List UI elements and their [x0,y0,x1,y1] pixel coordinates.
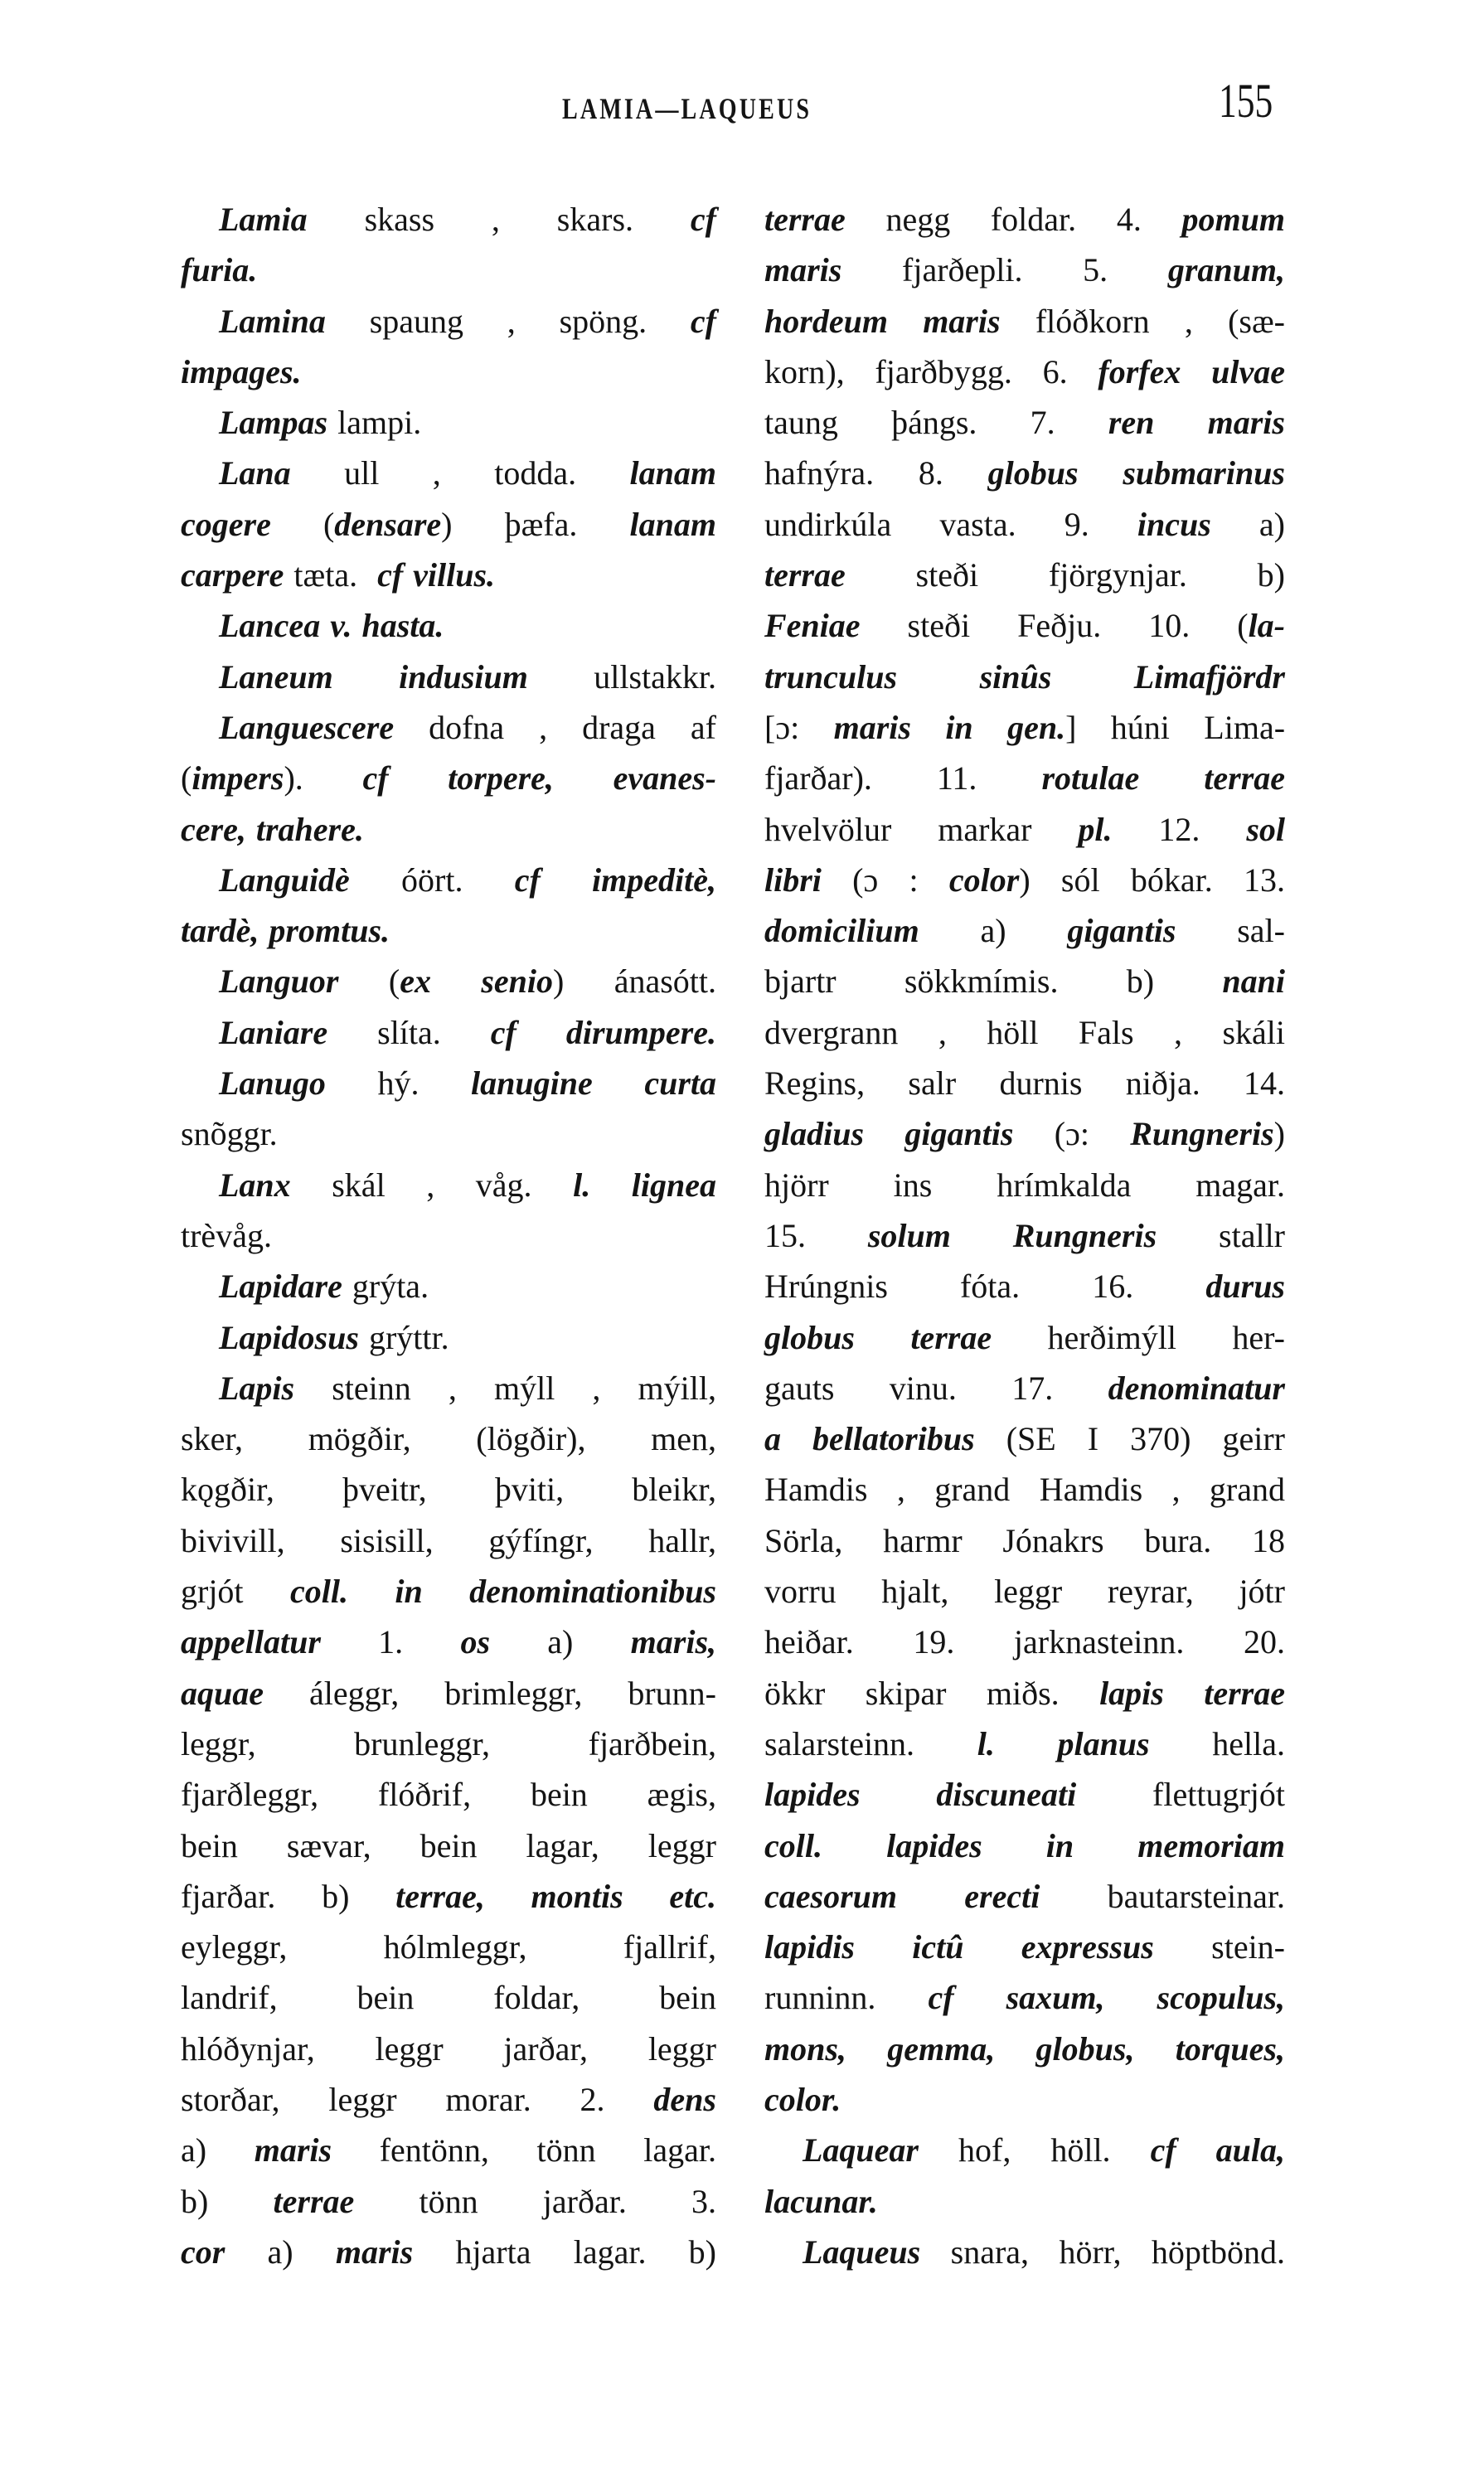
latin-term: Languidè [219,861,350,899]
latin-term: color. [764,2080,841,2118]
icelandic-text: ) ánasótt. [553,962,717,1001]
latin-term: maris [254,2131,332,2169]
text-line [764,1972,1285,2023]
text-line [181,1972,716,2023]
latin-term: rotulae terrae [1041,759,1286,797]
icelandic-text: ullstakkr. [527,657,716,696]
latin-term: densare [334,505,442,543]
icelandic-text: ] húni Lima- [1065,708,1286,746]
icelandic-text: tæta. [284,556,378,594]
text-line [181,499,716,550]
text-line [764,296,1285,347]
text-line [764,1108,1285,1159]
latin-term: trunculus sinûs Limafjördr [764,657,1285,696]
latin-term: Lapis [219,1369,295,1407]
latin-term: Lanx [219,1166,291,1204]
icelandic-text: óört. [349,861,515,899]
icelandic-text: flettugrjót [1076,1776,1285,1814]
icelandic-text: fjarðepli. 5. [841,251,1168,289]
text-line [181,1769,716,1820]
icelandic-text: snara, hörr, höptbönd. [920,2232,1285,2271]
icelandic-text: ( [338,962,400,1001]
icelandic-text: ) sól bókar. 13. [1019,861,1285,899]
icelandic-text: gauts vinu. 17. [764,1369,1108,1407]
text-line [764,194,1285,245]
text-line [181,1922,716,1972]
text-line [181,2176,716,2227]
text-line [181,1413,716,1464]
text-line [764,1413,1285,1464]
latin-term: lacunar. [764,2182,878,2220]
icelandic-text: snõggr. [181,1115,278,1153]
latin-term: cf impeditè, [514,861,716,899]
latin-term: pomum [1181,201,1285,238]
icelandic-text: eyleggr, hólmleggr, fjallrif, [181,1928,716,1966]
latin-term: coll. in denominationibus [289,1573,717,1611]
latin-term: terrae, montis etc. [395,1877,716,1915]
text-line [181,245,716,295]
icelandic-text: a) [181,2131,255,2169]
text-line [181,1464,716,1515]
icelandic-text: a) [919,912,1068,950]
latin-term: carpere [181,556,284,594]
text-line [764,2024,1285,2074]
text-line [764,1363,1285,1413]
icelandic-text: tönn jarðar. 3. [354,2182,716,2220]
icelandic-text: heiðar. 19. jarknasteinn. 20. [764,1623,1285,1661]
latin-term: dens [653,2080,716,2118]
icelandic-text: kǫgðir, þveitr, þviti, bleikr, [181,1471,716,1509]
latin-term: lanam [629,505,716,543]
text-line [764,804,1285,855]
icelandic-text: vorru hjalt, leggr reyrar, jótr [764,1573,1285,1611]
entry-line [764,2125,1285,2175]
icelandic-text: steði Feðju. 10. ( [860,607,1249,645]
icelandic-text: korn), fjarðbygg. 6. [764,352,1098,390]
entry-line [181,600,716,651]
icelandic-text: lampi. [327,404,422,442]
latin-term: impers [192,759,284,797]
entry-line [181,702,716,753]
latin-term: maris in gen. [833,708,1066,746]
entry-line [181,448,716,498]
text-line [764,1261,1285,1311]
text-line [181,550,716,600]
icelandic-text: (ɔ: [1013,1115,1131,1153]
icelandic-text: (ɔ : [821,861,949,899]
latin-term: terrae [273,2182,355,2220]
latin-term: impages. [181,352,302,390]
text-line [181,905,716,956]
icelandic-text: steði fjörgynjar. b) [845,556,1285,594]
text-line [764,702,1285,753]
latin-term: color [948,861,1020,899]
icelandic-text: undirkúla vasta. 9. [764,505,1137,543]
latin-term: gladius gigantis [764,1115,1014,1153]
text-line [181,1719,716,1769]
text-line [181,1617,716,1667]
entry-line [181,194,716,245]
text-line [764,652,1285,702]
text-line [181,1108,716,1159]
icelandic-text: herðimýll her- [992,1318,1285,1356]
latin-term: pl. [1078,810,1113,848]
icelandic-text: Hamdis , grand Hamdis , grand [764,1471,1285,1509]
icelandic-text: bein sævar, bein lagar, leggr [181,1826,716,1864]
text-line [764,1312,1285,1363]
entry-line [181,1312,716,1363]
text-line [764,1160,1285,1210]
icelandic-text: ) þæfa. [441,505,630,543]
latin-term: ex senio [400,962,554,1001]
entry-line [181,1363,716,1413]
icelandic-text: hlóðynjar, leggr jarðar, leggr [181,2029,716,2068]
icelandic-text: [ɔ: [764,708,834,746]
icelandic-text: grýttr. [358,1318,449,1356]
latin-term: Laneum indusium [219,657,528,696]
latin-term: solum Rungneris [867,1216,1157,1254]
icelandic-text: dvergrann , höll Fals , skáli [764,1013,1285,1051]
icelandic-text: Regins, salr durnis niðja. 14. [764,1064,1285,1103]
latin-term: Lamina [219,302,326,340]
latin-term: Lapidosus [219,1318,359,1356]
icelandic-text: bjartr sökkmímis. b) [764,962,1223,1001]
icelandic-text: a) [1210,505,1285,543]
text-line [764,347,1285,397]
icelandic-text: landrif, bein foldar, bein [181,1979,716,2017]
latin-term: maris [335,2232,414,2271]
running-head: LAMIA—LAQUEUS [562,92,812,125]
latin-term: cere, trahere. [181,810,364,848]
entry-line [181,1058,716,1108]
latin-term: cf torpere, evanes- [362,759,716,797]
latin-term: denominatur [1108,1369,1285,1407]
latin-term: os [460,1623,491,1661]
icelandic-text: trèvåg. [181,1216,272,1254]
text-line [764,499,1285,550]
text-line [764,1922,1285,1972]
icelandic-text: grýta. [342,1268,429,1306]
icelandic-text: fjarðleggr, flóðrif, bein ægis, [181,1776,716,1814]
text-line [764,1007,1285,1058]
latin-term: Rungneris [1130,1115,1274,1153]
text-line [764,1719,1285,1769]
icelandic-text: hvelvölur markar [764,810,1079,848]
text-line [764,1515,1285,1566]
text-line [181,2125,716,2175]
text-line [764,2074,1285,2125]
latin-term: incus [1137,505,1211,543]
latin-term: Lampas [219,404,328,442]
text-line [764,245,1285,295]
text-line [181,1515,716,1566]
text-line [764,753,1285,803]
text-line [181,753,716,803]
latin-term: cf [690,201,716,238]
icelandic-text: Hrúngnis fóta. 16. [764,1268,1206,1306]
text-line [181,804,716,855]
latin-term: Lanugo [219,1064,326,1103]
text-line [764,600,1285,651]
latin-term: furia. [181,251,258,289]
latin-term: Languescere [219,708,395,746]
icelandic-text: dofna , draga af [394,708,716,746]
latin-term: durus [1205,1268,1285,1306]
text-line [764,2176,1285,2227]
icelandic-text: 1. [320,1623,461,1661]
icelandic-text: grjót [181,1573,290,1611]
text-line [764,855,1285,905]
icelandic-text: slíta. [327,1013,491,1051]
latin-term: Lamia [219,201,308,238]
icelandic-text: ) [1273,1115,1285,1153]
latin-term: Laqueus [803,2232,921,2271]
latin-term: coll. lapides in memoriam [764,1826,1285,1864]
icelandic-text: negg foldar. 4. [845,201,1182,238]
latin-term: lanam [629,454,716,492]
right-column [764,194,1285,2277]
text-line [764,448,1285,498]
latin-term: globus terrae [764,1318,992,1356]
text-line [181,1820,716,1871]
text-line [764,1871,1285,1922]
icelandic-text: ökkr skipar miðs. [764,1674,1100,1712]
latin-term: lanugine curta [471,1064,716,1103]
latin-term: Lana [219,454,291,492]
latin-term: tardè, promtus. [181,912,390,950]
entry-line [181,956,716,1006]
icelandic-text: a) [490,1623,631,1661]
latin-term: cor [181,2232,226,2271]
latin-term: cf [690,302,716,340]
latin-term: cf dirumpere. [490,1013,716,1051]
icelandic-text: stallr [1157,1216,1286,1254]
icelandic-text: skass , skars. [307,201,691,238]
latin-term: cf saxum, scopulus, [928,1979,1286,2017]
latin-term: gigantis [1067,912,1176,950]
latin-term: ren maris [1108,404,1285,442]
icelandic-text: áleggr, brimleggr, brunn- [264,1674,716,1712]
latin-term: Laquear [803,2131,919,2169]
text-line [764,1668,1285,1719]
latin-term: Languor [219,962,339,1001]
entry-line [181,652,716,702]
icelandic-text: hjörr ins hrímkalda magar. [764,1166,1285,1204]
text-line [764,956,1285,1006]
icelandic-text: ull , todda. [290,454,630,492]
icelandic-text: stein- [1153,1928,1286,1966]
icelandic-text: 12. [1112,810,1247,848]
icelandic-text: leggr, brunleggr, fjarðbein, [181,1724,716,1762]
icelandic-text: a) [225,2232,336,2271]
text-line [181,1668,716,1719]
latin-term: aquae [181,1674,264,1712]
icelandic-text: ( [181,759,192,797]
text-line [764,550,1285,600]
icelandic-text: ( [270,505,335,543]
entry-line [181,1160,716,1210]
icelandic-text: fjarðar). 11. [764,759,1042,797]
text-line [181,347,716,397]
latin-term: lapidis ictû expressus [764,1928,1154,1966]
text-line [764,1617,1285,1667]
latin-term: a bellatoribus [764,1420,975,1458]
entry-line [181,397,716,448]
icelandic-text: steinn , mýll , mýill, [294,1369,716,1407]
icelandic-text: fjarðar. b) [181,1877,396,1915]
icelandic-text: hý. [325,1064,472,1103]
entry-line [181,1261,716,1311]
left-column [181,194,716,2277]
icelandic-text: hafnýra. 8. [764,454,988,492]
latin-term: l. planus [977,1724,1150,1762]
entry-line [181,855,716,905]
text-line [764,1566,1285,1617]
icelandic-text: bivivill, sisisill, gýfíngr, hallr, [181,1521,716,1559]
icelandic-text: b) [181,2182,274,2220]
text-line [764,1769,1285,1820]
text-line [181,1566,716,1617]
entry-line [181,296,716,347]
icelandic-text: (SE I 370) geirr [974,1420,1285,1458]
text-line [764,905,1285,956]
icelandic-text: ). [284,759,363,797]
latin-term: appellatur [181,1623,321,1661]
latin-term: cf aula, [1150,2131,1285,2169]
text-line [764,1820,1285,1871]
latin-term: globus submarinus [987,454,1285,492]
icelandic-text: 15. [764,1216,868,1254]
icelandic-text: fentönn, tönn lagar. [332,2131,716,2169]
latin-term: maris [764,251,842,289]
text-line [181,2024,716,2074]
text-line [764,397,1285,448]
icelandic-text: storðar, leggr morar. 2. [181,2080,654,2118]
entry-line [181,1007,716,1058]
latin-term: Lancea v. hasta. [219,607,444,645]
latin-term: lapis terrae [1099,1674,1286,1712]
latin-term: hordeum maris [764,302,1001,340]
latin-term: mons, gemma, globus, torques, [764,2029,1285,2068]
latin-term: granum, [1167,251,1285,289]
latin-term: domicilium [764,912,919,950]
icelandic-text: spaung , spöng. [325,302,691,340]
text-line [764,1058,1285,1108]
latin-term: terrae [764,556,846,594]
latin-term: forfex ulvae [1098,352,1286,390]
latin-term: Feniae [764,607,861,645]
latin-term: nani [1222,962,1285,1001]
latin-term: cogere [181,505,271,543]
icelandic-text: hof, höll. [919,2131,1151,2169]
icelandic-text: flóðkorn , (sæ- [1000,302,1285,340]
text-line [181,2074,716,2125]
latin-term: libri [764,861,822,899]
icelandic-text: sker, mögðir, (lögðir), men, [181,1420,716,1458]
latin-term: terrae [764,201,846,238]
latin-term: lapides discuneati [764,1776,1077,1814]
icelandic-text: hella. [1149,1724,1285,1762]
latin-term: sol [1246,810,1285,848]
latin-term: caesorum erecti [764,1877,1040,1915]
text-line [764,1464,1285,1515]
page-number: 155 [1219,74,1273,128]
icelandic-text: taung þángs. 7. [764,404,1108,442]
text-line [764,1210,1285,1261]
icelandic-text: salarsteinn. [764,1724,977,1762]
icelandic-text: sal- [1176,912,1285,950]
icelandic-text: bautarsteinar. [1040,1877,1285,1915]
icelandic-text: runninn. [764,1979,929,2017]
entry-line [764,2227,1285,2277]
icelandic-text: Sörla, harmr Jónakrs bura. 18 [764,1521,1285,1559]
latin-term: la- [1248,607,1285,645]
latin-term: l. lignea [573,1166,717,1204]
latin-term: maris, [630,1623,717,1661]
text-line [181,1871,716,1922]
latin-term: Lapidare [219,1268,342,1306]
text-line [181,1210,716,1261]
text-line [181,2227,716,2277]
icelandic-text: hjarta lagar. b) [413,2232,717,2271]
latin-term: Laniare [219,1013,328,1051]
icelandic-text: skál , våg. [290,1166,574,1204]
latin-term: cf villus. [377,556,496,594]
